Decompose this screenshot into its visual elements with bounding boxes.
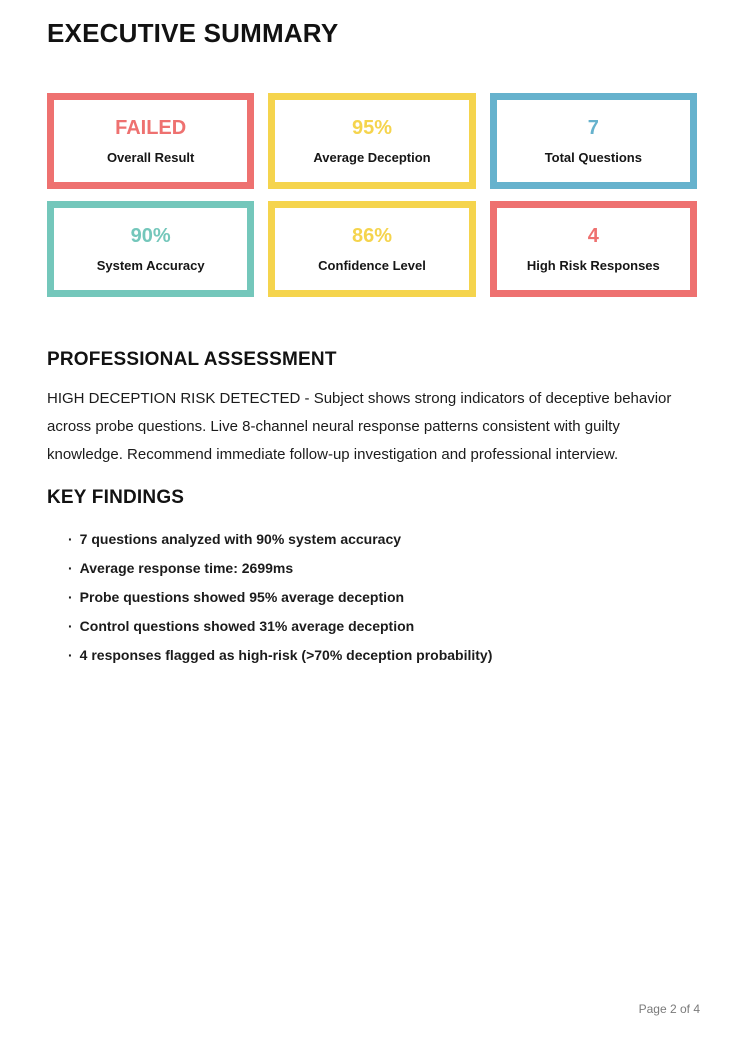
- stat-card: [268, 93, 475, 189]
- bullet-dot-icon: ·: [68, 647, 73, 663]
- key-findings-list: [47, 525, 697, 670]
- stat-card-value: 95%: [351, 117, 392, 139]
- stat-card-value: FAILED: [115, 117, 187, 139]
- finding-item: [68, 554, 697, 583]
- findings-heading: KEY FINDINGS: [47, 487, 185, 508]
- stat-card-label: Confidence Level: [318, 258, 426, 273]
- bullet-dot-icon: ·: [68, 560, 73, 576]
- page-title: EXECUTIVE SUMMARY: [47, 18, 339, 48]
- finding-text: Control questions showed 31% average deception: [79, 618, 415, 634]
- stat-card-label: High Risk Responses: [526, 258, 660, 273]
- finding-item: [68, 583, 697, 612]
- stat-card-label: Overall Result: [106, 150, 195, 165]
- finding-text: 7 questions analyzed with 90% system accuracy: [79, 531, 402, 547]
- stat-card-label: System Accuracy: [96, 258, 205, 273]
- bullet-dot-icon: ·: [68, 531, 73, 547]
- bullet-dot-icon: ·: [68, 618, 73, 634]
- finding-item: [68, 525, 697, 554]
- stat-card: [268, 201, 475, 297]
- stat-card-value: 7: [587, 117, 599, 139]
- finding-item: [68, 612, 697, 641]
- finding-text: Average response time: 2699ms: [79, 560, 294, 576]
- stat-card-value: 90%: [130, 225, 171, 247]
- bullet-dot-icon: ·: [68, 589, 73, 605]
- finding-text: Probe questions showed 95% average deception: [79, 589, 405, 605]
- stat-card: [490, 93, 697, 189]
- page-number: Page 2 of 4: [638, 1002, 700, 1016]
- stat-card: [47, 201, 254, 297]
- finding-item: [68, 641, 697, 670]
- stat-cards-grid: [47, 93, 697, 297]
- stat-card: [47, 93, 254, 189]
- stat-card: [490, 201, 697, 297]
- assessment-body: HIGH DECEPTION RISK DETECTED - Subject shows strong indicators of deceptive behavior across probe questions. Live 8-channel neural response patterns consistent with guilty knowledge. Recommend immediate follow-up investigation and professional interview.: [47, 390, 672, 463]
- stat-card-value: 4: [587, 225, 599, 247]
- stat-card-value: 86%: [351, 225, 392, 247]
- assessment-heading: PROFESSIONAL ASSESSMENT: [47, 349, 337, 370]
- stat-card-label: Total Questions: [544, 150, 642, 165]
- stat-card-label: Average Deception: [313, 150, 431, 165]
- finding-text: 4 responses flagged as high-risk (>70% deception probability): [79, 647, 493, 663]
